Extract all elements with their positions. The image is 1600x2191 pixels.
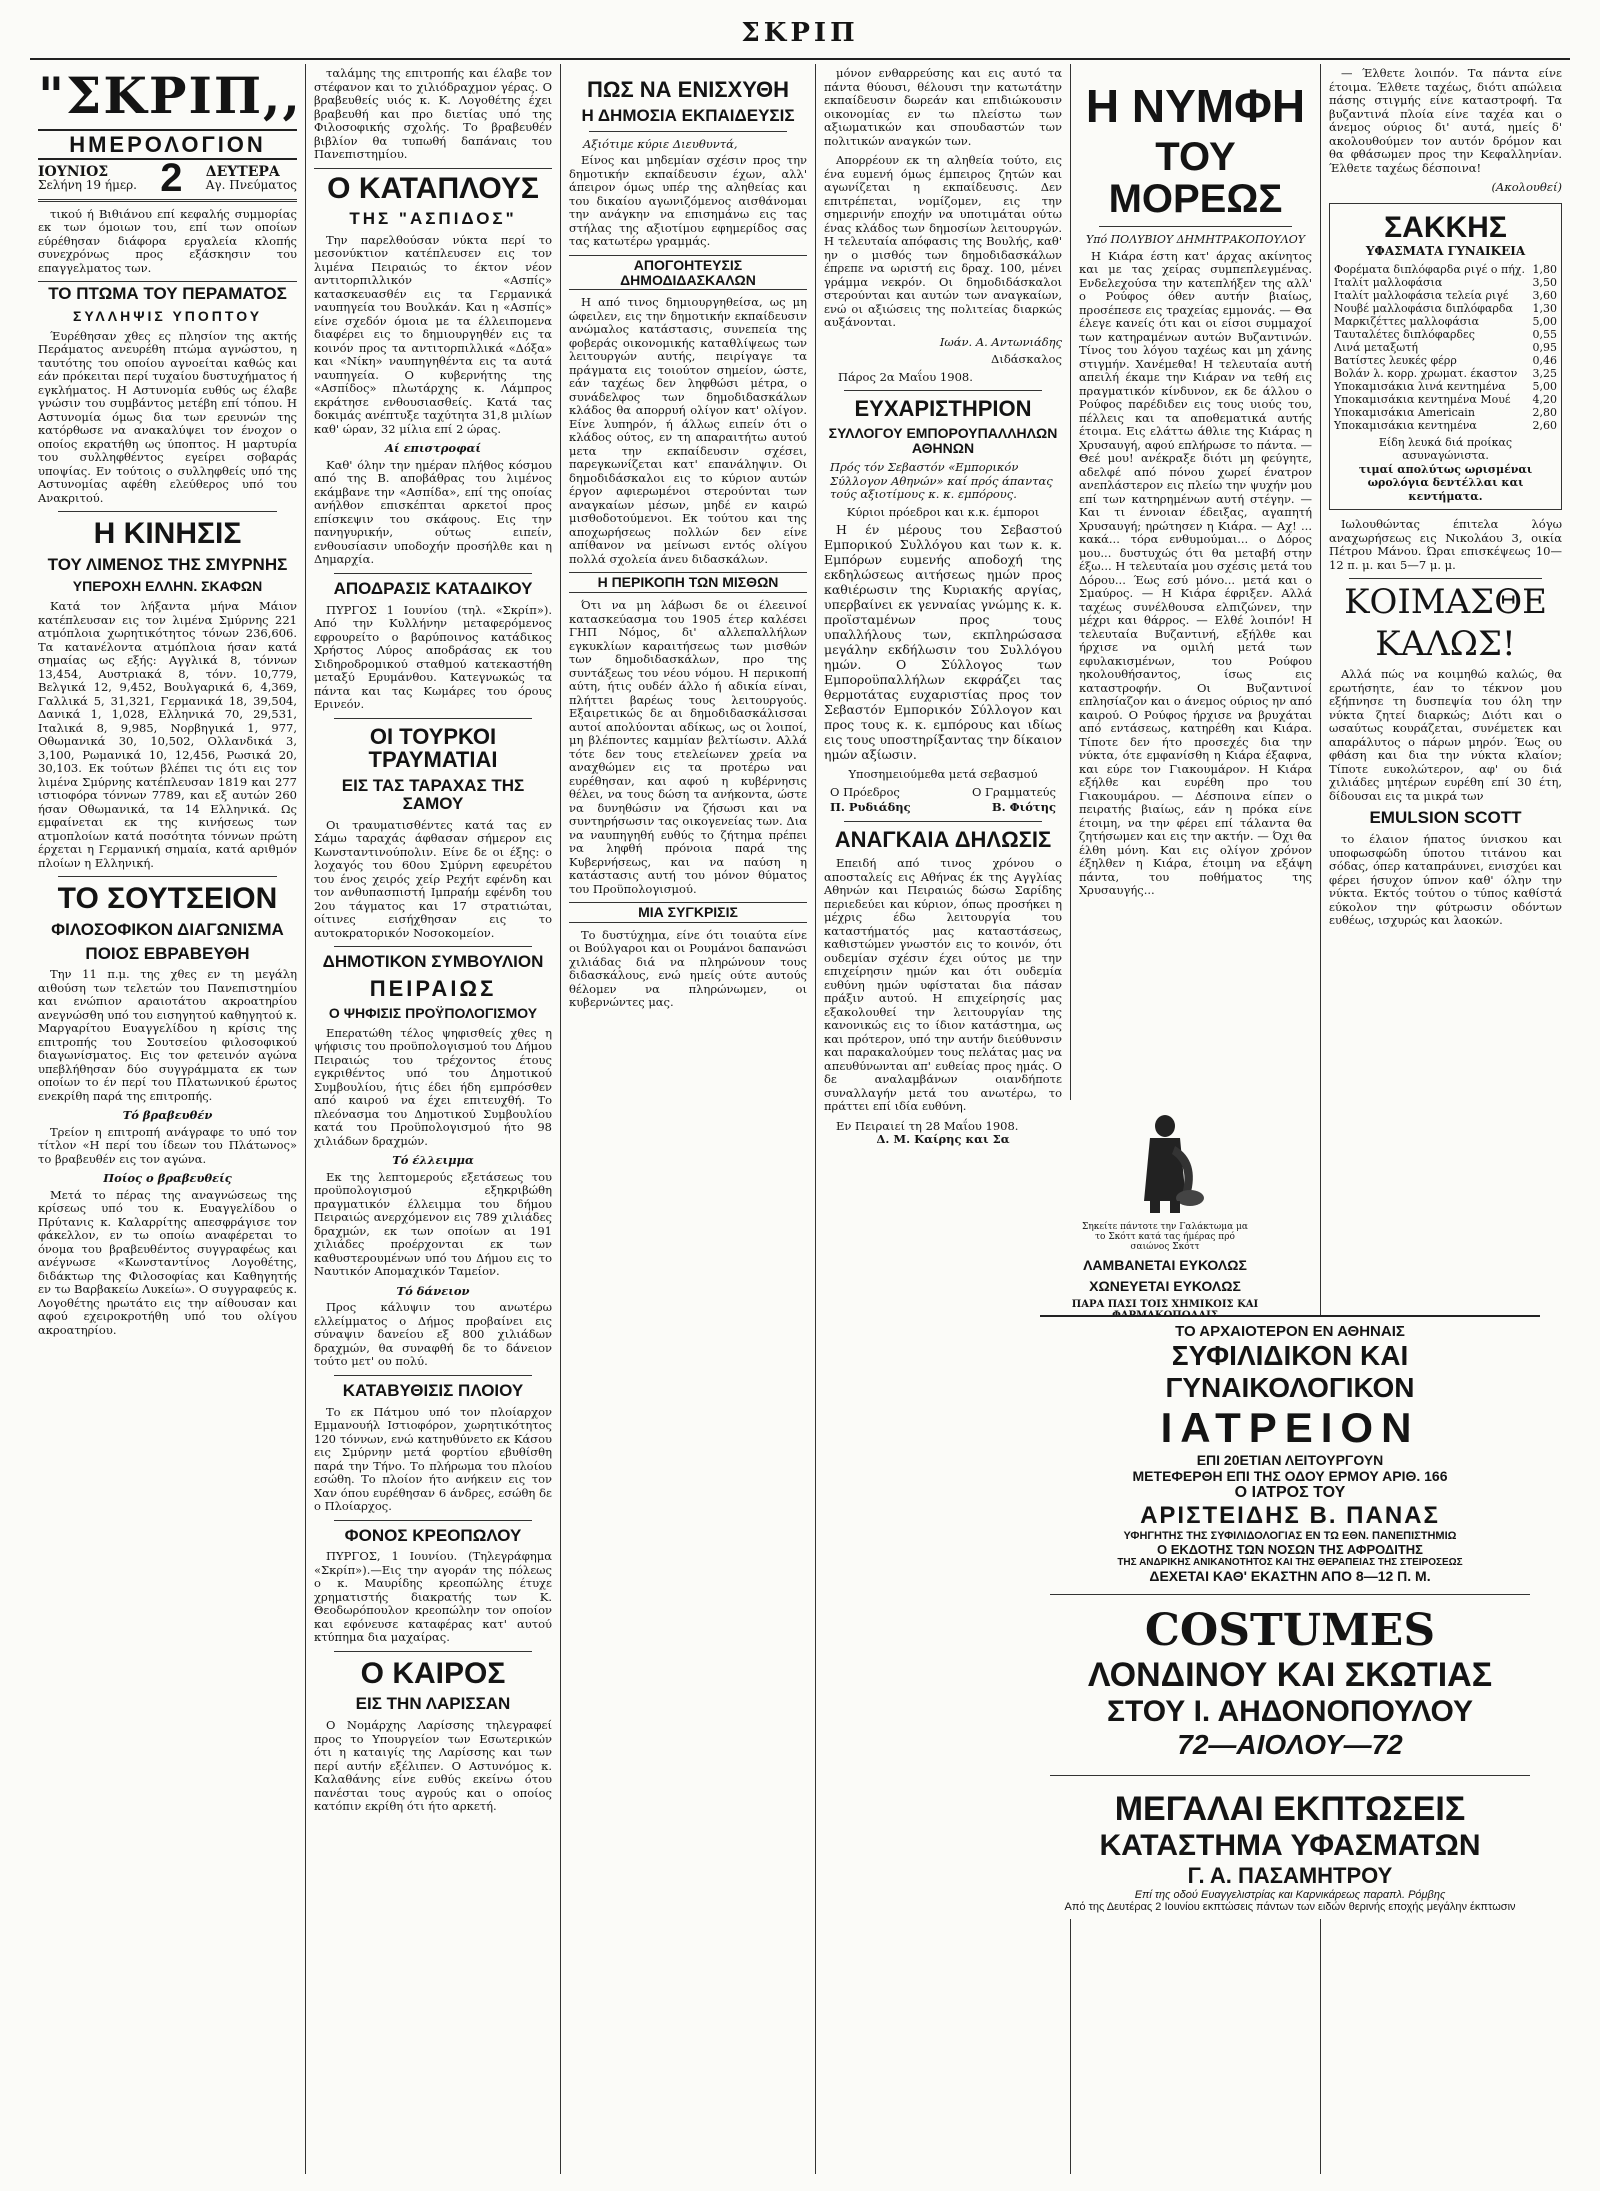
subhead-syllogou: ΣΥΛΛΟΓΟΥ ΕΜΠΟΡΟΥΠΑΛΛΗΛΩΝ ΑΘΗΝΩΝ — [828, 425, 1058, 456]
signatures-names — [830, 801, 1056, 815]
ad-ekptoseis: ΜΕΓΑΛΑΙ ΕΚΠΤΩΣΕΙΣ — [1114, 1790, 1466, 1828]
sakkis-note-3: ωρολόγια δεντέλλαι και κεντήματα. — [1367, 476, 1524, 503]
price-row — [1334, 367, 1557, 380]
president-label: Ο Πρόεδρος — [830, 784, 900, 799]
intro-text: μόνον ενθαρρεύσης και εις αυτό τα πάντα θύουσι, θέλουσι την κατωτάτην εκπαίδευσιν δωρεάν και επιδιώκουσιν οικονομίας εν τω πλείστω των αξιωματικών και σπουδαστών των πολιτικών αναγκών των. — [824, 66, 1062, 148]
figure-caption: Σηκείτε πάντοτε την Γαλάκτωμα μα το Σκόττ κατά τας ήμέρας πρό σαιώνος Σκόττ — [1082, 1222, 1248, 1252]
price-row — [1334, 276, 1557, 289]
signatures-labels — [830, 786, 1056, 800]
price-row — [1334, 328, 1557, 341]
ad-l11: ΔΕΧΕΤΑΙ ΚΑΘ' ΕΚΑΣΤΗΝ ΑΠΟ 8—12 Π. Μ. — [1149, 1568, 1431, 1584]
headline-pos: ΠΩΣ ΝΑ ΕΝΙΣΧΥΘΗ — [586, 77, 790, 102]
price-row — [1334, 289, 1557, 302]
headline-ptoma: ΤΟ ΠΤΩΜΑ ΤΟΥ ΠΕΡΑΜΑΤΟΣ — [38, 281, 297, 303]
subhead-yperochi: ΥΠΕΡΟΧΗ ΕΛΛΗΝ. ΣΚΑΦΩΝ — [72, 578, 263, 595]
subhead-peiraios: ΠΕΙΡΑΙΩΣ — [369, 975, 497, 1001]
price-row — [1334, 380, 1557, 393]
subhead-poios: ΠΟΙΟΣ ΕΒΡΑΒΕΥΘΗ — [85, 943, 250, 963]
price-item: Νουβέ μαλλοφάσια διπλόφαρδα — [1334, 301, 1513, 315]
price-item: Υποκαμισάκια Americain — [1334, 405, 1475, 419]
calendar-weekday: ΔΕΥΤΕΡΑ — [205, 163, 280, 180]
price-value: 1,80 — [1532, 262, 1557, 276]
address: Πρός τόν Σεβαστόν «Εμπορικόν Σύλλογον Αθηνών» καί πρός άπαντας τούς αξιοτίμους κ. κ. εμπόρους. — [830, 460, 1053, 502]
price-value: 0,95 — [1532, 340, 1557, 354]
headline-tourkoi: ΟΙ ΤΟΥΡΚΟΙ ΤΡΑΥΜΑΤΙΑΙ — [368, 723, 498, 772]
divider — [589, 131, 787, 132]
article-nymfi: Η Κιάρα έστη κατ' άρχας ακίνητος και με τας χείρας συμπεπλεγμένας. Ενδελεχούσα την κατεπλήξεν της αλλ' ο Ρούφος όθεν αυτήν βιαίως, προσέπεσε εις τραχείας εμμονάς. — Θα έλεγε κανείς ότι και οι είσοι συμμαχοί των κατηραμένων αυτών Βυζαντινών. Τίνος του λόγου ταχέως και μη χάνης στιγμήν. Χανέμεθα! Η τελευταία αυτή απειλή έκαμε την Κιάραν να τεθή εις πραγματικόν κίνδυνον, εκ δε άλλου ο Ρούφος παρέδιδεν εις τους υιούς του, πέλλεις και τα αποθεματικά αυτής έτοιμα. Εις ελάττω άθλιε της Κιάρας η Χρυσαυγή, αφού επλήρωσε το πάντα. — Θεέ μου! ανέκραξε διότι μη φεύγητε, αδελφέ από πόνου χωρεί ένατρον ανεπλάστερον εις πλείω την ψυχήν μου επί των κατηρημένων αυτή στέγην. — Και τι έννοιαν έδειξας, αγαπητή Χρυσαυγή; ηρώτησεν η Κιάρα. — Αχ! ... κακά... τόρα ενθυμούμαι... ο Δόρος μου... δυστυχώς ότι θα μεταβή στην έξω... Η τελευταία μου σχέσις μετά του Δόρου... Έως εσύ μόνο... μετά και ο Σμαύρος. — Η Κιάρα έφριξεν. Αλλά ταχέως συνέλθουσα ελπιζώνεν, την μέχρι και θάρρος. — Ελθέ λοιπόν! Η τελευταία Βυζαντινή, εξήλθε και ήρχισε να ομιλή μετά των εφυλακισμένων, του Ρούφου ηκολουθήσαντος, ίσως εις καταστροφήν. Οι Βυζαντινοί επλησίαζον και ο άνεμος ούριος ην από καιρού. Ο Ρούφος ήρχισε να βρυχάται από εντάσεως, κατηρέθη και Κιάρα. Τίποτε δεν ήτο προσεχές δια την νύκτα, ότε εμφανίσθη η Κιάρα έξαφνα, και εύρε τον Γιακουμάρον. Η Κιάρα εξήλθε και ευρέθη προ του Γιακουμάρου. — Δέσποινα είπεν ο πειρατής βιαίως, εάν η πρόκα είνε έτοιμη, να την φέρει επί τάλαντα θα ζητήσωμεν και εις την ακτήν. — Όχι θα έλθη μόνη. Και εις ολίγον χρόνον έξηλθεν η Κιάρα, έτοιμη να εξάψη πάντα, του ποθήματος της Χρυσαυγής... — [1079, 249, 1312, 898]
anagkaia-sign: Δ. Μ. Καίρης και Σα — [876, 1132, 1010, 1147]
article-kairos: Ο Νομάρχης Λαρίσσης τηλεγραφεί προς το Υπουργείον των Εσωτερικών ότι η καταιγίς της Λαρίσσης και των περί αυτήν εξέλιπεν. Ο Αστυνόμος κ. Καλαθάνης είνε ευθύς εκείνω ότου πανέσται τους αγρούς και ο οποίος κατόπιν εκρίθη ότι ήτο αρκετή. — [314, 1718, 552, 1814]
article-katapl: Την παρελθούσαν νύκτα περί το μεσονύκτιον κατέπλευσεν εις τον λιμένα Πειραιώς το έκτον νέον αντιτορπιλλικόν «Ασπίς» κατασκευασθέν εις τα Γερμανικά ναυπηγεία του Βουλκάν. Και η «Ασπίς» είνε σχεδόν όμοια με τα έλλειπομενα διαφέρει εις το δημιουργηθέν εις τα κοινόν προς τα αντιτορπιλλικά «Δόξα» και «Νίκη» ναυπηγηθέντα εις τα αυτά ναυπηγεία. Ο κυβερνήτης της «Ασπίδος» πλωτάρχης κ. Λάμπρος εκράτησε ενθουσιασθείς. Κατά τας δοκιμάς ανέπτυξε ταχύτητα 31,8 μιλίων καθ' ώραν, 32 μίλια επί 2 ώρας. — [314, 232, 552, 436]
subhead-apogoitefsis: ΑΠΟΓΟΗΤΕΥΣΙΣ ΔΗΜΟΔΙΔΑΣΚΑΛΩΝ — [569, 255, 807, 290]
price-item: Υποκαμισάκια κεντημένα Μουέ — [1334, 392, 1511, 406]
divider — [334, 718, 532, 719]
price-value: 5,00 — [1532, 314, 1557, 328]
article-epistrofi: Καθ' όλην την ημέραν πλήθος κόσμου από της Β. αποβάθρας του λιμένος εκάμβανε την «Ασπίδα», επί της οποίας ανήλθον επισκέπται αρκετοί προς επίσκεψιν του σκάφους. Εις την πανηγυρικήν, ούτως ειπείν, ενθουσίασιν υποδοχήν προσήλθε και η Δημαρχία. — [314, 457, 552, 567]
subhead-epistrofi: Αί επιστροφαί — [385, 441, 481, 456]
anagkaia-date: Εν Πειραιεί τη 28 Μαΐου 1908. — [836, 1118, 1019, 1133]
article-poios: Μετά το πέρας της αναγνώσεως της κρίσεως υπό του κ. Ευαγγελίδου ο Πρύτανις κ. Καλαρρίτης απεσφράγισε τον φάκελλον, εν τω οποίω αναφέρεται το όνομα του βραβευθέντος συγγραφέως και ανέγνωσε «Κωνσταντίνος Λογοθέτης, διδάκτωρ της Φιλοσοφίας και Καθηγητής εν τω Βαρβακείω Λυκείω». Ο συγγραφεύς κ. Λογοθέτης ηρωτάτο εις την αίθουσαν και αφού εχειροκροτήθη υπό του ολίγου ακροατηρίου. — [38, 1187, 297, 1337]
article-vraveuthen: Τρείον η επιτροπή ανάγραφε το υπό τον τίτλον «Η περί του ίδεων του Πλάτωνος» το βραβευθέν εις τον αγώνα. — [38, 1124, 297, 1166]
subhead-filosofikon: ΦΙΛΟΣΟΦΙΚΟΝ ΔΙΑΓΩΝΙΣΜΑ — [51, 919, 284, 939]
sakkis-subtitle: ΥΦΑΣΜΑΤΑ ΓΥΝΑΙΚΕΙΑ — [1365, 244, 1526, 258]
subhead-dimosia: Η ΔΗΜΟΣΙΑ ΕΚΠΑΙΔΕΥΣΙΣ — [581, 106, 795, 126]
signature-date: Πάρος 2α Μαΐου 1908. — [838, 369, 973, 384]
price-value: 0,55 — [1532, 327, 1557, 341]
headline-emulsion: EMULSION SCOTT — [1369, 808, 1522, 828]
subhead-daneion: Τό δάνειον — [396, 1283, 470, 1298]
article-ptoma: Έυρέθησαν χθες ες πλησίον της ακτής Περάματος ανευρέθη πτώμα αγνώστου, η ταυτότης του οποίου αγνοείται καθώς και εάν πρόκειται περί τυχαίου δυστυχήματος ή εγκλήματος. Η Αστυνομία ευθύς ως έλαβε γνώσιν του συμβάντος μετέβη επί τόπου. Η Αστυνομία όμως δια των ερευνών της κατόρθωσε να ανακαλύψει τον ένοχον ο οποίος εκρατήθη ως ύποπτος. Η μαρτυρία του συλληφθέντος εγείρει σοβαράς υποψίας. Εν τούτοις ο συλληφθείς υπό της Αστυνομίας αφέθη ελεύθερος υπό του Ανακριτού. — [38, 328, 297, 505]
price-value: 0,46 — [1532, 353, 1557, 367]
calendar-right — [205, 163, 297, 193]
signature: Ιωάν. Α. Αντωνιάδης — [939, 334, 1062, 349]
article-pos: Είνος και μηδεμίαν σχέσιν προς την δημοτικήν εκπαίδευσιν έχων, αλλ' άπειρον όμως υπέρ της αληθείας και του δικαίου αγωνιζόμενος αισθάνομαι την ανάγκην να επισημάνω εις τας στήλας της αξιοτίμου εφημερίδος σας τας κατωτέρω γραμμάς. — [569, 153, 807, 249]
price-value: 5,00 — [1532, 379, 1557, 393]
article-fonos: ΠΥΡΓΟΣ, 1 Ιουνίου. (Τηλεγράφημα «Σκρίπ»).—Εις την αγοράν της πόλεως ο κ. Μαυρίδης κρεοπώλης έτυχε χρηματιστής διακρατής των Κ. Θεοδωρόπουλον κρεοπώλην τον οποίον και εφόνευσε καταφέρας κατ' αυτού κτύπημα δια μαχαίρας. — [314, 1549, 552, 1645]
column-4 — [815, 64, 1070, 2174]
headline-efcharistirion: ΕΥΧΑΡΙΣΤΗΡΙΟΝ — [854, 396, 1032, 421]
subhead-kalos: ΚΑΛΩΣ! — [1375, 623, 1516, 664]
masthead — [0, 0, 1600, 60]
price-row — [1334, 315, 1557, 328]
intro-text: ταλάμης της επιτροπής και έλαβε τον στέφανον και το χιλιόδραχμον γέρας. Ο βραβευθείς υιός κ. Κ. Λογοθέτης έχει βραβευθή και προ διετίας υπό της Φιλοσοφικής σχολής. Το βραβευθέν βιβλίον θα τυπωθή δαπάναις του Πανεπιστημίου. — [314, 66, 552, 161]
column-2 — [305, 64, 560, 2174]
article-kinisis: Κατά τον λήξαντα μήνα Μάιον κατέπλευσαν εις τον λιμένα Σμύρνης 221 ατμόπλοια χωρητικότητος τόνων 236,606. Τα κατανέλοντα ατμόπλοια ήσαν κατά σημαίας ως εξής: Αγγλικά 8, τόννων 13,454, Αυστριακά 8, τόνν. 10,779, Βελγικά 12, 9,452, Βουλγαρικά 6, 4,369, Γαλλικά 5, 31,321, Γερμανικά 18, 39,504, Δανικά 1, 1,028, Ελληνικά 70, 29,531, Ιταλικά 8, 9,985, Νορβηγικά 1, 977, Οθωμανικά 30, 10,502, Ολλανδικά 3, 3,100, Ρωμανικά 10, 12,456, Ρωσικά 20, 30,103. Εκ τούτων βλέπει τις ότι εις τον λιμένα Σμύρνης κατέπλευσαν 1819 και 277 ιστιοφόρα τόννων 7789, και εξ αυτών 260 ήσαν Οθωμανικά, τα 14 Ελληνικά. Ως εμφαίνεται εκ της κινήσεως των ατμοπλοίων κατά ποσότητα τόννων πρώτη έρχεται η Γερμανική σημαία, κατά αριθμόν πλοίων η Ελληνική. — [38, 599, 297, 870]
price-row — [1334, 341, 1557, 354]
ad-aiolou: 72—ΑΙΟΛΟΥ—72 — [1177, 1729, 1403, 1760]
intro-text-2: Απορρέουν εκ τη αληθεία τούτο, εις ένα ευμενή όμως έμπειρος ζητών και αγωνίζεται η εκπαίδευσις. Δεν επιτρέπεται, νομίζομεν, εις την σημερινήν εποχήν να υποτιμάται ούτω ένας κλάδος των δημοσίων λειτουργών. Η τελευταία απόφασις της Βουλής, καθ' ην ο μισθός των δημοδιδασκάλων έπρεπε να ωριστή εις δραχ. 100, μένει γράμμα νεκρόν. Οι δημοδιδάσκαλοι στερούνται και αυτών των αναγκαίων, ενώ οι αξιώσεις της πολιτείας διαρκώς αυξάνονται. — [824, 153, 1062, 329]
subhead-limenos: ΤΟΥ ΛΙΜΕΝΟΣ ΤΗΣ ΣΜΥΡΝΗΣ — [47, 554, 288, 574]
sakkis-title: ΣΑΚΚΗΣ — [1384, 210, 1507, 244]
ad-choneuetai: ΧΩΝΕΥΕΤΑΙ ΕΥΚΟΛΩΣ — [1089, 1277, 1241, 1294]
price-item: Υποκαμισάκια λινά κεντημένα — [1334, 379, 1506, 393]
headline-soutseion: ΤΟ ΣΟΥΤΣΕΙΟΝ — [57, 882, 278, 916]
divider — [1349, 578, 1542, 579]
article-emulsion: το έλαιον ήπατος ύνισκου και υποφωσφώδη ύποτου τιτάνου και σόδας, όπερ καταπράυνει, ενισχύει και φέρει ήσυχον ύπνον καθ' όλην την νύκτα. Εκτός τούτου ο τύπος καθίστά εύκολον την φύτρωσιν οδόντων ευθέως, ισχυρώς και λαοκών. — [1329, 832, 1562, 928]
price-list — [1334, 263, 1557, 432]
price-row — [1334, 419, 1557, 432]
headline-koimasthe: ΚΟΙΜΑΣΘΕ — [1344, 582, 1547, 622]
president-name: Π. Ρυδιάδης — [830, 800, 911, 815]
ad-l10: ΤΗΣ ΑΝΔΡΙΚΗΣ ΑΝΙΚΑΝΟΤΗΤΟΣ ΚΑΙ ΤΗΣ ΘΕΡΑΠΕΙΑΣ ΤΗΣ ΣΤΕΙΡΟΣΕΩΣ — [1117, 1557, 1463, 1568]
headline-katapl: Ο ΚΑΤΑΠΛΟΥΣ — [314, 168, 552, 205]
fisherman-figure-icon — [1120, 1106, 1210, 1216]
calendar-title: ΗΜΕΡΟΛΟΓΙΟΝ — [38, 129, 297, 160]
divider — [334, 1520, 532, 1521]
price-item: Φορέματα διπλόφαρδα ριγέ ο πήχ. — [1334, 262, 1525, 276]
ad-katastima: ΚΑΤΑΣΤΗΜΑ ΥΦΑΣΜΑΤΩΝ — [1099, 1829, 1481, 1862]
divider — [334, 1651, 532, 1652]
closing: Υποσημειούμεθα μετά σεβασμού — [848, 767, 1038, 782]
price-item: Υποκαμισάκια κεντημένα — [1334, 418, 1477, 432]
subhead-vraveuthen: Τό βραβευθέν — [122, 1108, 213, 1123]
calendar-day-number: 2 — [160, 156, 183, 201]
subhead-psifisis: Ο ΨΗΦΙΣΙΣ ΠΡΟΫΠΟΛΟΓΙΣΜΟΥ — [328, 1005, 538, 1021]
price-item: Βατίστες λευκές φέρρ — [1334, 353, 1457, 367]
ad-costumes: COSTUMES — [1144, 1605, 1436, 1656]
subhead-elleimma: Τό έλλειμμα — [392, 1153, 474, 1168]
ad-londinou: ΛΟΝΔΙΝΟΥ ΚΑΙ ΣΚΩΤΙΑΣ — [1087, 1656, 1493, 1694]
ad-l8: ΥΦΗΓΗΤΗΣ ΤΗΣ ΣΥΦΙΛΙΔΟΛΟΓΙΑΣ ΕΝ ΤΩ ΕΘΝ. ΠΑΝΕΠΙΣΤΗΜΙΩ — [1123, 1530, 1457, 1542]
calendar-moon: Σελήνη 19 ήμερ. — [38, 178, 137, 193]
article-perikopi: Ότι να μη λάβωσι δε οι έλεεινοί κατασκεύασμα του 1905 έτερ καλέσει ΓΗΠ Νόμος, δι' αλλεπαλλήλων εγκυκλίων καραιτήσεως των μισθών των δημοδιδασκάλων, προ της συντάξεως του νέου νόμου. Η περικοπή αύτη, ήτις ουδέν άλλο ή αδικία είναι, πλήττει βαρέως τους λειτουργούς. Εξαιρετικώς δε αι δημοδιδασκάλισσαι αυτοί απολύονται αδίκως, ως οι λοιποί, μη βλέποντες καμμίαν βελτίωσιν. Αλλά τότε δεν τους ετελείωνεν χρεία να αναχθώμεν εις τα προτέρω ναι ευρέθησαν, και αφού η κυβέρνησις θέλει, να τους δώση τα ανήκοντα, ώστε να δυνηθώσιν να ζήσωσι και να συντηρήσωσιν τας οικογενείας των. Δια να ναυπηγηθή ευθύς το ζήτημα πρέπει να ληφθή πρόνοια παρά της Κυβερνήσεως, και να παύση η κατάστασις αυτή του μόνον θύματος του Προϋπολογισμού. — [569, 598, 807, 896]
divider — [844, 390, 1042, 391]
article-tourkoi: Οι τραυματισθέντες κατά τας εν Σάμω ταραχάς άφθασαν σήμερον εις Κωνσταντινούπολιν. Είνε δε οι έξης: ο λοχαγός του 60ου Σμύρνη εφευρέτου του ένος χειρός χείρ Ρεχήτ εφένδη και τον ανθυπασπιστή Ιμπραήμ εφένδη του 2ου τάγματος και 17 στρατιώται, οίτινες εισήχθησαν εις το αυτοκρατορικόν Νοσοκομείον. — [314, 817, 552, 940]
secretary-label: Ο Γραμματεύς — [971, 784, 1056, 799]
column-1 — [30, 64, 305, 2174]
ad-lamvanetai: ΛΑΜΒΑΝΕΤΑΙ ΕΥΚΟΛΩΣ — [1083, 1257, 1247, 1273]
subhead-aspidos: ΤΗΣ "ΑΣΠΙΔΟΣ" — [349, 209, 517, 228]
calendar-date — [38, 156, 297, 201]
price-value: 3,60 — [1532, 288, 1557, 302]
address-2: Κύριοι πρόεδροι και κ.κ. έμποροι — [846, 504, 1040, 519]
headline-katavythisis: ΚΑΤΑΒΥΘΙΣΙΣ ΠΛΟΙΟΥ — [342, 1380, 524, 1400]
calendar-month: ΙΟΥΝΙΟΣ — [38, 163, 109, 180]
price-value: 3,50 — [1532, 275, 1557, 289]
column-3 — [560, 64, 815, 2174]
article-mia: Το δυστύχημα, είνε ότι τοιαύτα είνε οι Βούλγαροι και οι Ρουμάνοι δαπανώσι χιλιάδας διά να πληρώνουν τους διδασκάλους, ενώ ημείς ούτε αυτούς θέλομεν να πληρώνωμεν, οι κυβερνώντες μας. — [569, 927, 807, 1010]
signature-title: Διδάσκαλος — [991, 352, 1062, 366]
ad-l5: ΜΕΤΕΦΕΡΘΗ ΕΠΙ ΤΗΣ ΟΔΟΥ ΕΡΜΟΥ ΑΡΙΘ. 166 — [1132, 1468, 1448, 1484]
sakkis-note: Είδη λευκά διά προίκας ασυναγώνιστα. — [1378, 435, 1513, 462]
article-koimasthe: Αλλά πώς να κοιμηθώ καλώς, θα ερωτήσητε, έαν το τέκνον μου εξήπνησε τη δυσπεψία του όλη την νύκτα ζητεί διαρκώς; Διότι και ο ωσαύτως κουράζεται, συνέμετεκ και απαράλυτος ο πάρων μηρόν. Έως ου φθάση και δια την νύκτα κλαίον; Τίποτε ευκολώτερον, αφ' ου διά χιλιάδες μητέρων ευρέθη επί 30 έτη, δίδουσαι εις τα μικρά των — [1329, 667, 1562, 803]
divider — [1050, 1594, 1530, 1595]
headline-dimotikon: ΔΗΜΟΤΙΚΟΝ ΣΥΜΒΟΥΛΙΟΝ — [322, 952, 544, 972]
article-soutseion: Την 11 π.μ. της χθες εν τη μεγάλη αιθούση των τελετών του Πανεπιστημίου και ενώπιον αραιοτάτου ακροατηρίου ανεγνώσθη υπό του εισηγητού καθηγητού κ. Μαργαρίτου Ευαγγελίδου η κρίσις της επιτροπής του Σουτσείου φιλοσοφικού διαγωνίσματος. Εις τον φετεινόν αγώνα υπεβλήθησαν δύο συγγράμματα εκ των οποίων το έν περί του Πλατωνικού έρωτος ενεκρίθη παρά της επιτροπής. — [38, 967, 297, 1103]
price-row — [1334, 393, 1557, 406]
price-value: 1,30 — [1532, 301, 1557, 315]
headline-kairos: Ο ΚΑΙΡΟΣ — [360, 1656, 506, 1690]
article-efcharistirion: Η έν μέρους του Σεβαστού Εμπορικού Συλλόγου και των κ. κ. Εμπόρων ευμενής αποδοχή της εκδηλώσεως αιτήσεως ημών προς καθιέρωσιν της Κυριακής αργίας, υπερβαίνει εκ γενναίας γνώμης κ. κ. προϊσταμένων προς τους υπαλλήλους των, εκπληρώσασα μεγάλην εκδήλωσιν του Συλλόγου ημών. Ο Σύλλογος των Εμποροϋπαλλήλων εκφράζει τας θερμοτάτας ευχαριστίας προς τον Σεβαστόν Εμπορικόν Σύλλογον και προς τους κ. κ. εμπόρους και ιδίως εις τους υποστηρίξαντας την δίκαιον ημών αξίωσιν. — [824, 522, 1062, 763]
salutation: Αξιότιμε κύριε Διευθυντά, — [583, 136, 738, 151]
paper-title: "ΣΚΡΙΠ,, — [38, 66, 302, 125]
article-elleimma: Εκ της λεπτομερούς εξετάσεως του προϋπολογισμού εξηκριβώθη πραγματικόν έλλειμμα του δήμου Πειραιώς ανερχόμενον εις 789 χιλιάδες δραχμών, εκ των οποίων αι 191 χιλιάδες προέρχονται εκ των καθυστερουμένων υπό του Δήμου εις το Ναυτικόν Απομαχικόν Ταμείον. — [314, 1169, 552, 1279]
divider — [58, 876, 277, 877]
price-value: 4,20 — [1532, 392, 1557, 406]
price-item: Βολάν λ. κορρ. χρωματ. έκαστον — [1334, 366, 1518, 380]
running-title: ΣΚΡΙΠ — [741, 18, 859, 48]
secretary-name: Β. Φιότης — [991, 800, 1056, 815]
ad-l2: ΣΥΦΙΛΙΔΙΚΟΝ ΚΑΙ ΓΥΝΑΙΚΟΛΟΓΙΚΟΝ — [1165, 1340, 1415, 1403]
article-dimotikon: Επερατώθη τέλος ψηφισθείς χθες η ψήφισις του προϋπολογισμού του Δήμου Πειραιώς του τρέχοντος έτους εγκριθέντος υπό του Δημοτικού Συμβουλίου, ήτις έδει ήδη εμπρόσθεν από καιρού να έχει επιτευχθή. Το πλεόνασμα του Δημοτικού Συμβουλίου κατά του Προϋπολογισμού ήτο 98 χιλιάδων δραχμών. — [314, 1025, 552, 1148]
divider — [1099, 226, 1292, 227]
article-anagkaia: Επειδή από τινος χρόνου ο αποσταλείς εις Αθήνας έκ της Αγγλίας Αθηνών και Πειραιώς δώσω Σαρίδης περιεδεύει και κύριον, όπως προσήκει η μέχρις έδω λειτουργία του καταστήματός μας καταστάσεως, καθιστώμεν γνωστόν εις το κοινόν, ότι ουδεμίαν σχέσιν έχει ούτος με την επιχείρησιν ημών και ότι ουδεμία ευθύνη ημών υφίσταται δια πάσαν πράξιν αυτού. Η επιχείρησίς μας εξακολουθεί την λειτουργίαν της κανονικώς εις το ίδιον κατάστημα, ως και πρότερον, υπό την αυτήν διεύθυνσιν και παρακαλούμεν τους πελάτας μας να απευθύνωνται απ' ευθείας προς ημάς. Ο δε αναλαμβάνων οιανδήποτε συναλλαγήν μετά του ανωτέρω, το πράττει επί ιδία ευθύνη. — [824, 856, 1062, 1114]
calendar-left — [38, 163, 137, 193]
ad-aidonopoulou: ΣΤΟΥ Ι. ΑΗΔΟΝΟΠΟΥΛΟΥ — [1106, 1695, 1474, 1728]
price-item: Ιταλίτ μαλλοφάσια τελεία ριγέ — [1334, 288, 1509, 302]
price-value: 3,25 — [1532, 366, 1557, 380]
bottom-ads — [1040, 1315, 1540, 1919]
ad-l9: Ο ΕΚΔΟΤΗΣ ΤΩΝ ΝΟΣΩΝ ΤΗΣ ΑΦΡΟΔΙΤΗΣ — [1157, 1542, 1423, 1557]
price-value: 2,60 — [1532, 418, 1557, 432]
price-item: Ιταλίτ μαλλοφάσια — [1334, 275, 1443, 289]
headline-fonos: ΦΟΝΟΣ ΚΡΕΟΠΩΛΟΥ — [344, 1525, 522, 1545]
divider — [334, 1375, 532, 1376]
intro-text: — Έλθετε λοιπόν. Τα πάντα είνε έτοιμα. Έλθετε ταχέως, διότι απώλεια πάσης στιγμής είνε καταστροφή. Τα βυζαντινά πλοία είνε ταχέα και ο άνεμος ούριος δι' αυτά, ημείς δ' ακολουθούμεν τον αυτόν δρόμον και θα φθάσωμεν προς την Κεφαλληνίαν. Έλθετε ταχέως δέσποινα! — [1329, 66, 1562, 175]
article-apogoitefsis: Η από τινος δημιουργηθείσα, ως μη ώφειλεν, εις την δημοτικήν εκπαίδευσιν ανώμαλος κατάστασις, συνεπεία της φοβεράς οικονομικής καταθλίψεως των λειτουργών αυτής, πειρίγαγε τα πράγματα εις τοιούτον σημείον, ώστε, εάν ταχέως δεν ληφθώσι μέτρα, ο συνάδελφος των δημοδιδασκάλων κλάδος θα απορρυή ολίγον κατ' ολίγον. Είνε λυπηρόν, ή άλλως ειπείν ότι ο κλάδος ούτος, εν τη απαραιτήτω αυτού μετα την εκπαίδευσιν σχέσει, παρεγκωνίζεται κατ' επανάληψιν. Οι δημοδιδάσκαλοι εις το κύριον αυτών έργον αφιερωμένοι στερούνται των αναγκαίων μέσων, μηδέ εν καιρώ μισθοδοτούμενοι. Εκ τούτου και της αποχωρήσεως πολλών δεν είνε απίθανον να μείνωσι εντός ολίγου πολλά σχολεία άνευ διδασκάλων. — [569, 295, 807, 566]
ad-deftera: Από της Δευτέρας 2 Ιουνίου εκπτώσεις πάντων των ειδών θερινής εποχής μεγάλην έκπτωσιν — [1064, 1901, 1516, 1913]
ad-para: ΠΑΡΑ ΠΑΣΙ ΤΟΙΣ ΧΗΜΙΚΟΙΣ ΚΑΙ — [1071, 1299, 1259, 1311]
ad-l6: Ο ΙΑΤΡΟΣ ΤΟΥ — [1234, 1484, 1346, 1501]
masthead-rule — [30, 58, 1570, 60]
divider — [844, 821, 1042, 822]
price-row — [1334, 302, 1557, 315]
divider — [58, 511, 277, 512]
price-item: Μαρκιζέττες μαλλοφάσια — [1334, 314, 1480, 328]
subhead-syllipsis: ΣΥΛΛΗΨΙΣ ΥΠΟΠΤΟΥ — [72, 307, 263, 324]
price-row — [1334, 406, 1557, 419]
subhead-poios-vraveutheis: Ποίος ο βραβευθείς — [103, 1171, 232, 1186]
ad-l4: ΕΠΙ 20ΕΤΙΑΝ ΛΕΙΤΟΥΡΓΟΥΝ — [1196, 1452, 1384, 1468]
article-daneion: Προς κάλυψιν του ανωτέρω ελλείμματος ο Δήμος προβαίνει εις σύναψιν δανείου εξ 800 χιλιάδων δραχμών, θα συναφθή δε το δάνειον τούτο μετ' ου πολύ. — [314, 1300, 552, 1369]
subhead-mia: ΜΙΑ ΣΥΓΚΡΙΣΙΣ — [569, 902, 807, 923]
subhead-larissan: ΕΙΣ ΤΗΝ ΛΑΡΙΣΣΑΝ — [355, 1694, 511, 1714]
divider — [334, 573, 532, 574]
price-row — [1334, 263, 1557, 276]
byline: Υπό ΠΟΛΥΒΙΟΥ ΔΗΜΗΤΡΑΚΟΠΟΥΛΟΥ — [1085, 233, 1306, 247]
ad-l1: ΤΟ ΑΡΧΑΙΟΤΕΡΟΝ ΕΝ ΑΘΗΝΑΙΣ — [1175, 1323, 1405, 1340]
divider — [334, 946, 532, 947]
headline-apodrasis: ΑΠΟΔΡΑΣΙΣ ΚΑΤΑΔΙΚΟΥ — [333, 578, 533, 598]
headline-kinisis: Η ΚΙΝΗΣΙΣ — [93, 517, 242, 551]
price-item: Ταυταλέτες διπλόφαρδες — [1334, 327, 1475, 341]
price-value: 2,80 — [1532, 405, 1557, 419]
sakkis-ad — [1329, 203, 1562, 511]
scott-ad — [1048, 1100, 1282, 1321]
headline-nymfi: Η ΝΥΜΦΗ — [1085, 80, 1306, 132]
article-katavythisis: Το εκ Πάτμου υπό τον πλοίαρχον Εμμανουήλ Ιστιοφόρον, χωρητικότητος 120 τόννων, ενώ κατηυθύνετο εκ Κάσου εις Σμύρνην μετά φορτίου εβυθίσθη παρά την Τήνο. Το πλήρωμα του πλοίου εσώθη. Το πλοίον ήτο ανήκειν εις τον Χαν όπου ευρέθησαν 6 άνδρες, εσώθη δε ο Πλοίαρχος. — [314, 1404, 552, 1514]
ad-l3: ΙΑΤΡΕΙΟΝ — [1160, 1404, 1420, 1451]
subhead-taraxas: ΕΙΣ ΤΑΣ ΤΑΡΑΧΑΣ ΤΗΣ ΣΑΜΟΥ — [341, 775, 525, 813]
ad-l7: ΑΡΙΣΤΕΙΔΗΣ Β. ΠΑΝΑΣ — [1140, 1502, 1440, 1529]
ad-pasamitrou: Γ. Α. ΠΑΣΑΜΗΤΡΟΥ — [1187, 1863, 1393, 1888]
doctor-notice: Ιωλουθώντας έπιτελα λόγω αναχωρήσεως εις Νικολάου 3, οικία Πέτρου Μάνου. Ώραι επισκέψεως 10—12 π. μ. και 5—7 μ. μ. — [1329, 517, 1562, 572]
ad-odos: Επί της οδού Ευαγγελιστρίας και Καρνικάρεως παραπλ. Ρόμβης — [1134, 1889, 1446, 1901]
subhead-perikopi: Η ΠΕΡΙΚΟΠΗ ΤΩΝ ΜΙΣΘΩΝ — [569, 572, 807, 593]
subhead-tou-moreos: ΤΟΥ ΜΟΡΕΩΣ — [1108, 135, 1283, 222]
price-row — [1334, 354, 1557, 367]
article-apodrasis: ΠΥΡΓΟΣ 1 Ιουνίου (τηλ. «Σκρίπ»). Από την Κυλλήνην μεταφερόμενος εφρουρείτο ο βαρύποινος κατάδικος Χρήστος Λύρος αποδράσας εκ του Σιδηροδρομικού σταθμού κατεκαστήθη μεταξύ Ερυμάνθου. Κατεγνωκώς τα πάντα και τας Κωμάρες του όρους Ερινεόν. — [314, 602, 552, 712]
calendar-saint: Αγ. Πνεύματος — [205, 178, 297, 193]
divider — [1050, 1775, 1530, 1776]
headline-anagkaia: ΑΝΑΓΚΑΙΑ ΔΗΛΩΣΙΣ — [834, 826, 1052, 852]
price-item: Λινά μεταξωτή — [1334, 340, 1418, 354]
sakkis-note-2: τιμαί απολύτως ωρισμέναι — [1358, 462, 1533, 476]
to-be-continued: (Ακολουθεί) — [1491, 180, 1562, 194]
intro-text: τικού ή Βιθιάνου επί κεφαλής συμμορίας εκ των όμοιων του, επί των οποίων εύρέθησαν διάφορα εργαλεία κλοπής συνεχρόνως προς εξάσκησιν του επαγγελματος των. — [38, 206, 297, 275]
